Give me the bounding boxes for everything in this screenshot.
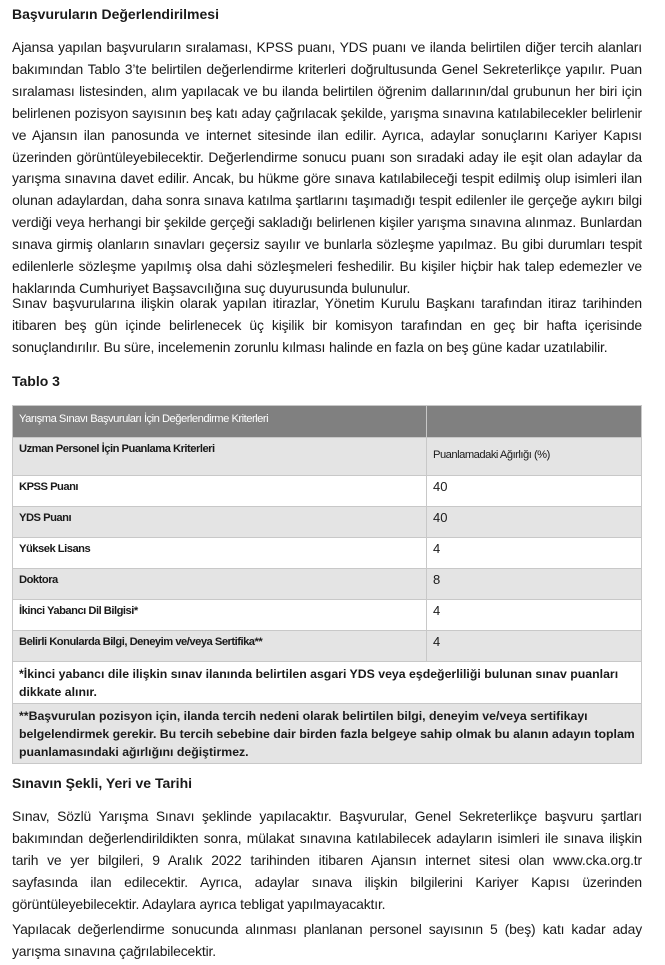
footnote-second-language: *İkinci yabancı dile ilişkin sınav ilanında belirtilen asgari YDS veya eşdeğerliliği bulunan sınav puanları dikkate alınır. (13, 662, 642, 704)
table-footnote-row (13, 704, 642, 764)
table-label: Tablo 3 (12, 373, 60, 389)
table-title-empty-cell (427, 406, 642, 438)
evaluation-criteria-table (12, 405, 642, 764)
criterion-cell: Belirli Konularda Bilgi, Deneyim ve/veya Sertifika** (13, 631, 427, 662)
weight-cell: 4 (427, 631, 642, 662)
criterion-cell: Doktora (13, 569, 427, 600)
table-row (13, 569, 642, 600)
weight-cell: 40 (427, 507, 642, 538)
weight-cell: 4 (427, 600, 642, 631)
footnote-certificate: **Başvurulan pozisyon için, ilanda tercih nedeni olarak belirtilen bilgi, deneyim ve/veya sertifikayı belgelendirmek gerekir. Bu tercih sebebine dair birden fazla belgeye sahip olmak bu alanın adayın toplam puanlamasındaki ağırlığını değiştirmez. (13, 704, 642, 764)
weight-cell: 4 (427, 538, 642, 569)
table-header-row (13, 438, 642, 476)
section-title-exam: Sınavın Şekli, Yeri ve Tarihi (12, 775, 193, 791)
criterion-cell: KPSS Puanı (13, 476, 427, 507)
section-title-evaluation: Başvuruların Değerlendirilmesi (12, 6, 219, 22)
criterion-cell: İkinci Yabancı Dil Bilgisi* (13, 600, 427, 631)
exam-paragraph-1: Sınav, Sözlü Yarışma Sınavı şeklinde yapılacaktır. Başvurular, Genel Sekreterlikçe başvuru şartları bakımından değerlendirildikten sonra, mülakat sınavına katılabilecek adayların isimleri ile sınava ilişkin tarih ve yer bilgileri, 9 Aralık 2022 tarihinden itibaren Ajansın internet sitesi olan www.cka.org.tr sayfasında ilan edilecektir. Ayrıca, adaylar sınava ilişkin bilgilerini Kariyer Kapısı üzerinden görüntüleyebilecektir. Adaylara ayrıca tebligat yapılmayacaktır. (12, 808, 642, 912)
table-row (13, 600, 642, 631)
table-row (13, 631, 642, 662)
evaluation-paragraph-2: Sınav başvurularına ilişkin olarak yapılan itirazlar, Yönetim Kurulu Başkanı tarafından itiraz tarihinden itibaren beş gün içinde belirlenecek üç kişilik bir komisyon tarafından en geç bir hafta içerisinde sonuçlandırılır. Bu süre, incelemenin zorunlu kılması halinde en fazla on beş güne kadar uzatılabilir. (12, 295, 642, 355)
evaluation-paragraph-1: Ajansa yapılan başvuruların sıralaması, KPSS puanı, YDS puanı ve ilanda belirtilen diğer tercih alanları bakımından Tablo 3’te belirtilen değerlendirme kriterleri doğrultusunda Genel Sekreterlikçe yapılır. Puan sıralaması listesinden, alım yapılacak ve bu ilanda belirtilen öğrenim dallarının/dal grubunun her biri için belirlenen pozisyon sayısının beş katı aday çağrılacak şekilde, yarışma sınavına katılabilecekler belirlenir ve Ajansın ilan panosunda ve internet sitesinde ilan edilir. Ayrıca, adaylar sonuçlarını Kariyer Kapısı üzerinden görüntüleyebilecektir. Değerlendirme sonucu puanı son sıradaki aday ile eşit olan adaylar da yarışma sınavına davet edilir. Ancak, bu hükme göre sınava katılabileceği tespit edilmiş olup isimleri ilan olunan adaylardan, daha sonra sınava katılma şartlarını taşımadığı tespit edilenler ile gerçeğe aykırı bilgi verdiği veya herhangi bir şekilde gerçeği sakladığı belirlenen kişiler yarışma sınavına alınmaz. Bunlardan sınava girmiş olanların sınavları geçersiz sayılır ve bunlarla sözleşme yapılmaz. Bu gibi durumları tespit edilenlerle sözleşme yapılmış olsa dahi sözleşmeleri feshedilir. Bu kişiler hiçbir hak talep edemezler ve haklarında Cumhuriyet Başsavcılığına suç duyurusunda bulunulur. (12, 39, 642, 296)
weight-cell: 40 (427, 476, 642, 507)
table-row (13, 507, 642, 538)
table-title-row (13, 406, 642, 438)
table-footnote-row (13, 662, 642, 704)
table-title: Yarışma Sınavı Başvuruları İçin Değerlendirme Kriterleri (13, 406, 427, 438)
criterion-cell: YDS Puanı (13, 507, 427, 538)
criterion-cell: Yüksek Lisans (13, 538, 427, 569)
table-row (13, 538, 642, 569)
exam-paragraph-2: Yapılacak değerlendirme sonucunda alınması planlanan personel sayısının 5 (beş) katı kadar aday yarışma sınavına çağrılabilecektir. (12, 921, 642, 959)
table-row (13, 476, 642, 507)
column-header-criteria: Uzman Personel İçin Puanlama Kriterleri (13, 438, 427, 476)
weight-cell: 8 (427, 569, 642, 600)
column-header-weight: Puanlamadaki Ağırlığı (%) (427, 438, 642, 476)
